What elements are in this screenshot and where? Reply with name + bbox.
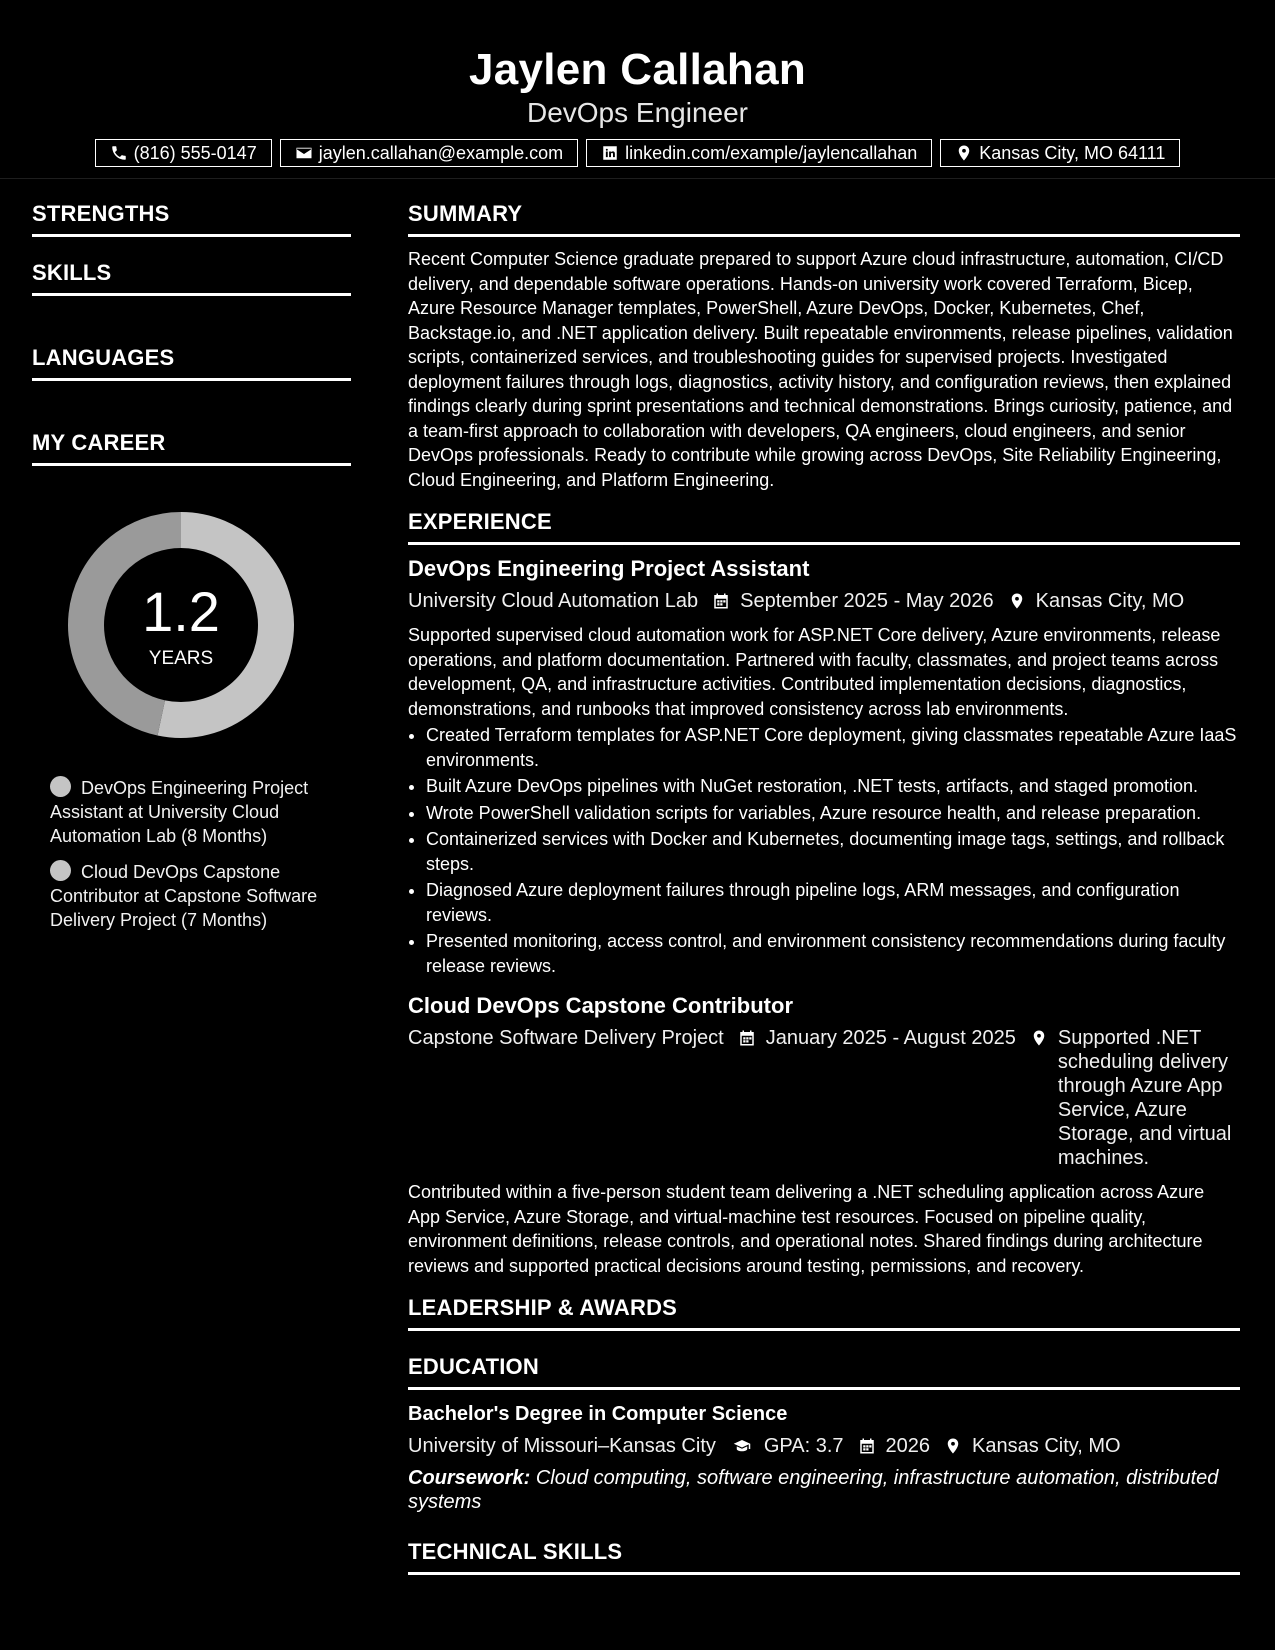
job-bullet: • Containerized services with Docker and Kubernetes, documenting image tags, settings, and rollback steps. [426, 827, 1240, 876]
school-location: Kansas City, MO [972, 1435, 1121, 1457]
education-meta [408, 1434, 1240, 1458]
coursework-label: Coursework: [408, 1467, 531, 1489]
job-org: University Cloud Automation Lab [408, 590, 699, 612]
career-years-unit: YEARS [148, 648, 214, 669]
contact-phone-text: (816) 555-0147 [133, 142, 257, 163]
career-dot-icon [50, 776, 71, 797]
summary-heading: SUMMARY [408, 200, 1240, 237]
career-years-value: 1.2 [142, 580, 220, 643]
candidate-title: DevOps Engineer [526, 97, 748, 128]
contact-linkedin-text: linkedin.com/example/jaylencallahan [625, 142, 918, 163]
job-entry [408, 555, 1240, 978]
contact-bar [0, 139, 1275, 167]
job-bullet: • Created Terraform templates for ASP.NET Core deployment, giving classmates repeatable Azure IaaS environments. [426, 723, 1240, 772]
calendar-icon [738, 1029, 756, 1047]
skills-heading: SKILLS [32, 259, 351, 296]
resume-header [0, 0, 1275, 179]
left-column [32, 200, 351, 944]
job-dates: September 2025 - May 2026 [740, 590, 994, 612]
coursework-text: Cloud computing, software engineering, infrastructure automation, distributed systems [408, 1467, 1219, 1513]
career-list [50, 776, 330, 932]
job-entry [408, 992, 1240, 1278]
career-donut-chart [66, 510, 296, 740]
experience-heading: EXPERIENCE [408, 508, 1240, 545]
job-bullet: • Wrote PowerShell validation scripts for variables, Azure resource health, and release preparation. [426, 801, 1240, 826]
map-pin-icon [1008, 592, 1026, 610]
career-dot-icon [50, 860, 71, 881]
job-dates: January 2025 - August 2025 [765, 1027, 1016, 1049]
job-meta [408, 1026, 1240, 1170]
graduation-year: 2026 [885, 1435, 931, 1457]
job-bullet: • Presented monitoring, access control, and environment consistency recommendations during faculty release reviews. [426, 929, 1240, 978]
job-org: Capstone Software Delivery Project [408, 1027, 724, 1049]
contact-email-text: jaylen.callahan@example.com [318, 142, 564, 163]
map-pin-icon [955, 144, 973, 162]
contact-location [940, 139, 1180, 167]
phone-icon [110, 144, 128, 162]
school-name: University of Missouri–Kansas City [408, 1435, 716, 1457]
degree-title: Bachelor's Degree in Computer Science [408, 1403, 788, 1425]
contact-email[interactable] [280, 139, 578, 167]
calendar-icon [858, 1437, 876, 1455]
summary-text: Recent Computer Science graduate prepared to support Azure cloud infrastructure, automation, CI/CD delivery, and dependable software operations. Hands-on university work covered Terraform, Bicep, Azure Resource Manager templates, PowerShell, Azure DevOps, Docker, Kubernetes, Chef, Backstage.io, and .NET application delivery. Built repeatable environments, release pipelines, validation scripts, containerized services, and troubleshooting guides for supervised projects. Investigated deployment failures through logs, diagnostics, activity history, and configuration reviews, then explained findings clearly during sprint presentations and technical demonstrations. Brings curiosity, patience, and a team-first approach to collaboration with developers, QA engineers, cloud engineers, and senior DevOps professionals. Ready to contribute while growing across DevOps, Site Reliability Engineering, Cloud Engineering, and Platform Engineering. [408, 249, 1233, 490]
job-bullet: • Built Azure DevOps pipelines with NuGet restoration, .NET tests, artifacts, and staged promotion. [426, 774, 1240, 799]
job-location: Kansas City, MO [1035, 590, 1185, 612]
leadership-heading: LEADERSHIP & AWARDS [408, 1294, 1240, 1331]
education-entry [408, 1400, 1240, 1514]
career-item: DevOps Engineering Project Assistant at University Cloud Automation Lab (8 Months) [50, 778, 309, 846]
languages-heading: LANGUAGES [32, 344, 351, 381]
technical-skills-heading: TECHNICAL SKILLS [408, 1538, 1240, 1575]
calendar-icon [712, 592, 730, 610]
contact-linkedin[interactable] [586, 139, 932, 167]
job-description: Contributed within a five-person student team delivering a .NET scheduling application across Azure App Service, Azure Storage, and virtual-machine test resources. Focused on pipeline quality, environment definitions, release controls, and operational notes. Shared findings during architecture reviews and supported practical decisions around testing, permissions, and recovery. [408, 1182, 1205, 1276]
graduation-cap-icon [730, 1437, 754, 1455]
gpa-value: GPA: 3.7 [763, 1435, 844, 1457]
map-pin-icon [1030, 1029, 1048, 1047]
job-title: DevOps Engineering Project Assistant [408, 556, 810, 581]
coursework [408, 1466, 1240, 1514]
candidate-name: Jaylen Callahan [468, 45, 807, 94]
career-item: Cloud DevOps Capstone Contributor at Capstone Software Delivery Project (7 Months) [50, 862, 318, 930]
linkedin-icon [601, 144, 619, 162]
job-description: Supported supervised cloud automation work for ASP.NET Core delivery, Azure environments, release operations, and platform documentation. Partnered with faculty, classmates, and project teams across development, QA, and infrastructure activities. Contributed implementation decisions, diagnostics, demonstrations, and runbooks that improved consistency across lab environments. [408, 625, 1221, 719]
job-title: Cloud DevOps Capstone Contributor [408, 993, 793, 1018]
job-location: Supported .NET scheduling delivery through Azure App Service, Azure Storage, and virtual machines. [1057, 1027, 1232, 1169]
strengths-heading: STRENGTHS [32, 200, 351, 237]
job-bullet: • Diagnosed Azure deployment failures through pipeline logs, ARM messages, and configuration reviews. [426, 878, 1240, 927]
education-heading: EDUCATION [408, 1353, 1240, 1390]
map-pin-icon [944, 1437, 962, 1455]
job-meta [408, 589, 1240, 613]
contact-phone[interactable] [95, 139, 272, 167]
job-bullets [408, 723, 1240, 978]
career-heading: MY CAREER [32, 429, 351, 466]
contact-location-text: Kansas City, MO 64111 [979, 142, 1166, 163]
envelope-icon [295, 144, 313, 162]
right-column [408, 200, 1240, 1575]
